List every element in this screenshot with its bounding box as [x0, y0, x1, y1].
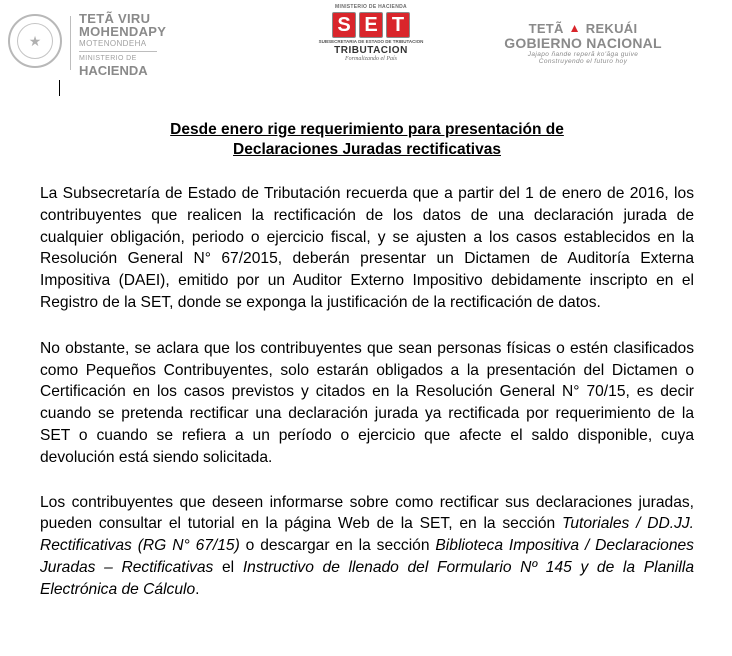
set-logo-name: TRIBUTACION [334, 44, 408, 56]
hacienda-logo-line3: MOTENONDEHA [79, 39, 147, 48]
paragraph-1: La Subsecretaría de Estado de Tributación recuerda que a partir del 1 de enero de 2016, los contribuyentes que realicen la rectificación de los datos de una declaración jurada de cualquier obligación, periodo o ejercicio fiscal, y se ajusten a los casos establecidos en la Resolución General N° 67/2015, deberán presentar un Dictamen de Auditoría Externa Impositiva (DAEI), emitido por un Auditor Externo Impositivo debidamente inscripto en el Registro de la SET, donde se exponga la justificación de la rectificación de datos. [40, 185, 694, 311]
gobierno-logo-teta: TETÃ [528, 21, 564, 36]
tutorial-section-reference: Tutoriales / DD.JJ. Rectificativas (RG N° 67/15) [40, 515, 694, 555]
gobierno-logo [498, 22, 668, 65]
national-seal-icon [8, 14, 62, 68]
set-letter-s: S [332, 12, 356, 38]
set-logo-slogan: Formalizando el País [345, 55, 397, 62]
gobierno-logo-line1 [498, 22, 668, 35]
article-title [40, 120, 694, 160]
gobierno-logo-line4: Construyendo el futuro hoy [538, 57, 628, 65]
set-logo-letters [318, 12, 424, 38]
hacienda-logo-line2: MOHENDAPY [79, 24, 167, 39]
hacienda-logo [79, 12, 166, 77]
paragraph-3-text-c: o descargar en la sección [239, 537, 436, 555]
hacienda-logo-line4: MINISTERIO DE [79, 55, 137, 62]
set-logo [318, 4, 424, 62]
paragraph-2: No obstante, se aclara que los contribuyentes que sean personas físicas o estén clasificados como Pequeños Contribuyentes, solo estarán obligados a la presentación del Dictamen o Certificación en los casos previstos y citados en la Resolución General N° 70/15, es decir cuando se pretenda rectificar una declaración jurada ya rectificada por requerimiento de la SET o cuando se refiera a un período o ejercicio que afecte el saldo disponible, cuya devolución está siendo solicitada. [40, 339, 694, 466]
set-letter-e: E [359, 12, 383, 38]
instructivo-reference: Instructivo de llenado del Formulario Nº 145 y de la Planilla Electrónica de Cálculo [40, 558, 694, 598]
paragraph-3-text-g: . [195, 580, 200, 598]
article-title-line1: Desde enero rige requerimiento para presentación de [170, 121, 564, 138]
article-title-line2: Declaraciones Juradas rectificativas [233, 141, 501, 158]
article-body [40, 120, 694, 601]
library-section-reference: Biblioteca Impositiva / Declaraciones Juradas – Rectificativas [40, 537, 694, 576]
paragraph-3-text-a: Los contribuyentes que deseen informarse sobre como rectificar sus declaraciones juradas, pueden consultar el tutorial en la página Web de la SET, en la sección [40, 493, 694, 533]
hacienda-logo-line5: HACIENDA [79, 63, 148, 78]
set-logo-subtitle: SUBSECRETARIA DE ESTADO DE TRIBUTACION [318, 39, 424, 44]
paragraph-3-text-e: el [213, 558, 243, 576]
star-icon: ★ [17, 23, 53, 59]
gobierno-logo-rekuai: REKUÁI [585, 21, 638, 36]
paragraph-3 [40, 492, 694, 601]
hacienda-logo-rule [79, 51, 157, 52]
gobierno-logo-mark-icon: ▲ [568, 21, 581, 35]
gobierno-logo-line2: GOBIERNO NACIONAL [504, 35, 662, 51]
gobierno-logo-line3: Jajapo ñande reperã ko'ãga guive [527, 51, 639, 58]
set-letter-t: T [386, 12, 410, 38]
set-logo-ministry: MINISTERIO DE HACIENDA [335, 4, 407, 10]
hacienda-logo-line1: TETÃ VIRU [79, 11, 151, 26]
logo-divider [70, 16, 71, 70]
text-cursor [59, 80, 60, 96]
document-header [0, 0, 732, 90]
